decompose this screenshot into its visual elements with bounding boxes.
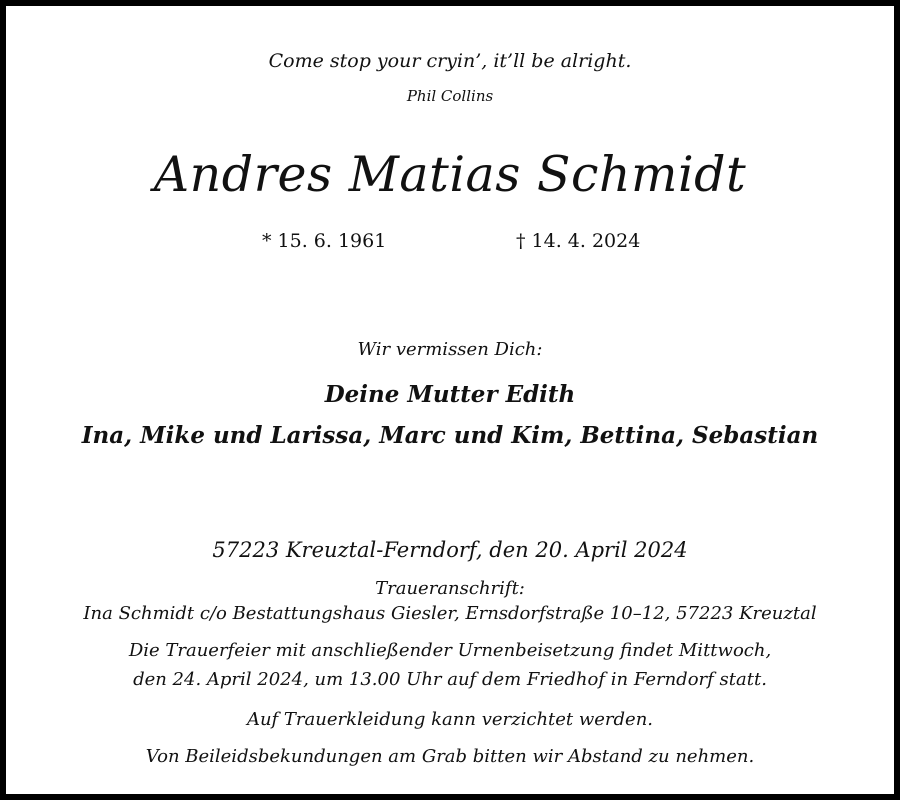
quote-author: Phil Collins [406,87,494,105]
quote-text: Come stop your cryin’, it’ll be alright. [268,50,632,72]
dress-note: Auf Trauerkleidung kann verzichtet werden. [246,709,654,730]
mourners-line-1: Deine Mutter Edith [324,381,576,408]
condolence-note: Von Beileidsbekundungen am Grab bitten wir Abstand zu nehmen. [145,746,755,767]
mourning-address: Ina Schmidt c/o Bestattungshaus Giesler, Ernsdorfstraße 10–12, 57223 Kreuztal [83,603,817,624]
life-dates [6,230,894,254]
death-date: † 14. 4. 2024 [516,230,641,252]
mourners-line-2: Ina, Mike und Larissa, Marc und Kim, Bettina, Sebastian [81,422,819,449]
mourners-intro: Wir vermissen Dich: [357,339,543,360]
ceremony-info-line-1: Die Trauerfeier mit anschließender Urnenbeisetzung findet Mittwoch, [128,640,772,661]
address-label: Traueranschrift: [375,578,525,599]
place-date: 57223 Kreuztal-Ferndorf, den 20. April 2024 [212,538,688,562]
birth-date: * 15. 6. 1961 [262,230,387,252]
ceremony-info-line-2: den 24. April 2024, um 13.00 Uhr auf dem Friedhof in Ferndorf statt. [133,669,767,690]
deceased-name: Andres Matias Schmidt [153,146,747,203]
